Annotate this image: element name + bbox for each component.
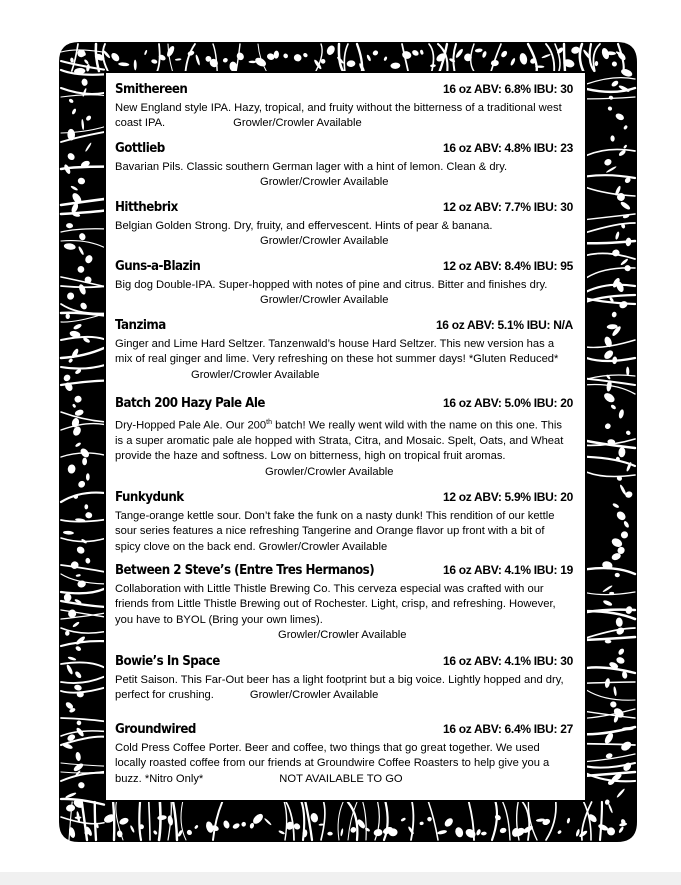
- description-text: batch! We really went wild with the name on this one. This is a super aromatic pale ale hopped with Strata, Citra, and Mosaic. Spelt, Oats, and Wheat provide the haze and softness. Low on bitterness, high on tropical fruit aromas.: [115, 419, 564, 463]
- availability-note: Growler/Crowler Available: [260, 235, 389, 248]
- beer-name: Between 2 Steve’s (Entre Tres Hermanos): [115, 562, 375, 578]
- beer-description: [115, 673, 573, 704]
- beer-item-smithereen: [115, 81, 573, 132]
- availability-note: Growler/Crowler Available: [249, 689, 379, 702]
- beer-item-hitthebrix: [115, 199, 573, 250]
- beer-description: [115, 337, 573, 383]
- beer-stats: 12 oz ABV: 7.7% IBU: 30: [442, 200, 573, 214]
- beer-name: Batch 200 Hazy Pale Ale: [115, 395, 265, 411]
- beer-description: [115, 415, 573, 480]
- beer-stats: 16 oz ABV: 4.1% IBU: 30: [442, 654, 573, 668]
- availability-note: Growler/Crowler Available: [260, 294, 389, 307]
- beer-name: Guns-a-Blazin: [115, 258, 201, 274]
- beer-name: Gottlieb: [115, 140, 165, 156]
- description-text: Dry-Hopped Pale Ale. Our 200: [115, 419, 267, 432]
- beer-description: [115, 741, 573, 787]
- beer-description: [115, 509, 573, 555]
- beer-item-between-2-steves: [115, 562, 573, 643]
- beer-item-bowies-in-space: [115, 653, 573, 704]
- ordinal-suffix: th: [266, 419, 272, 426]
- availability-note: Growler/Crowler Available: [265, 465, 394, 478]
- beer-description: [115, 219, 573, 250]
- availability-note: Growler/Crowler Available: [191, 368, 320, 381]
- beer-stats: 12 oz ABV: 8.4% IBU: 95: [442, 259, 573, 273]
- availability-note: Growler/Crowler Available: [278, 628, 407, 641]
- description-text: Ginger and Lime Hard Seltzer. Tanzenwald’s house Hard Seltzer. This new version has a mix of real ginger and lime. Very refreshing on these hot summer days! *Gluten Reduced*: [115, 338, 559, 366]
- description-text: Bavarian Pils. Classic southern German lager with a hint of lemon. Clean & dry.: [115, 161, 508, 173]
- beer-item-tanzima: [115, 317, 573, 383]
- beer-item-groundwired: [115, 721, 573, 787]
- availability-note: Growler/Crowler Available: [258, 540, 388, 553]
- beer-description: [115, 160, 573, 191]
- description-text: New England style IPA. Hazy, tropical, and fruity without the bitterness of a traditional west coast IPA.: [115, 102, 562, 130]
- beer-stats: 16 oz ABV: 6.8% IBU: 30: [442, 82, 573, 96]
- beer-name: Hitthebrix: [115, 199, 178, 215]
- beer-name: Funkydunk: [115, 489, 184, 505]
- description-text: Collaboration with Little Thistle Brewing Co. This cerveza especial was crafted with our friends from Little Thistle Brewing out of Rochester. Light, crisp, and refreshing. However, you have to BYOL (Bring your own limes).: [115, 583, 556, 626]
- beer-name: Bowie’s In Space: [115, 653, 220, 669]
- beer-name: Tanzima: [115, 317, 166, 333]
- beer-name: Groundwired: [115, 721, 196, 737]
- beer-item-gottlieb: [115, 140, 573, 191]
- beer-item-funkydunk: [115, 489, 573, 555]
- availability-note: Growler/Crowler Available: [260, 176, 389, 189]
- description-text: Tange-orange kettle sour. Don’t fake the funk on a nasty dunk! This rendition of our kettle sour series features a nice refreshing Tangerine and Orange flavor up front with a bit of spicy clove on the back end.: [115, 510, 555, 553]
- beer-list-panel: [106, 73, 585, 800]
- availability-note: Growler/Crowler Available: [233, 117, 362, 130]
- beer-description: [115, 101, 573, 132]
- availability-note: NOT AVAILABLE TO GO: [279, 772, 403, 785]
- beer-description: [115, 582, 573, 643]
- beer-description: [115, 278, 573, 309]
- beer-stats: 16 oz ABV: 5.1% IBU: N/A: [435, 318, 573, 332]
- beer-name: Smithereen: [115, 81, 188, 97]
- beer-stats: 16 oz ABV: 4.1% IBU: 19: [442, 563, 573, 577]
- description-text: Cold Press Coffee Porter. Beer and coffee, two things that go great together. We used locally roasted coffee from our friends at Groundwire Coffee Roasters to help give you a buzz. *Nitro Only*: [115, 742, 550, 785]
- beer-stats: 16 oz ABV: 4.8% IBU: 23: [442, 141, 573, 155]
- description-text: Petit Saison. This Far-Out beer has a light footprint but a big voice. Lightly hopped and dry, perfect for crushing.: [115, 674, 564, 702]
- description-text: Big dog Double-IPA. Super-hopped with notes of pine and citrus. Bitter and finishes dry.: [115, 279, 548, 291]
- beer-stats: 16 oz ABV: 6.4% IBU: 27: [442, 722, 573, 736]
- beer-stats: 12 oz ABV: 5.9% IBU: 20: [442, 490, 573, 504]
- beer-stats: 16 oz ABV: 5.0% IBU: 20: [442, 396, 573, 410]
- description-text: Belgian Golden Strong. Dry, fruity, and effervescent. Hints of pear & banana.: [115, 220, 493, 232]
- beer-item-batch-200: [115, 395, 573, 480]
- beer-item-guns-a-blazin: [115, 258, 573, 309]
- viewer-bottom-strip: [0, 872, 681, 885]
